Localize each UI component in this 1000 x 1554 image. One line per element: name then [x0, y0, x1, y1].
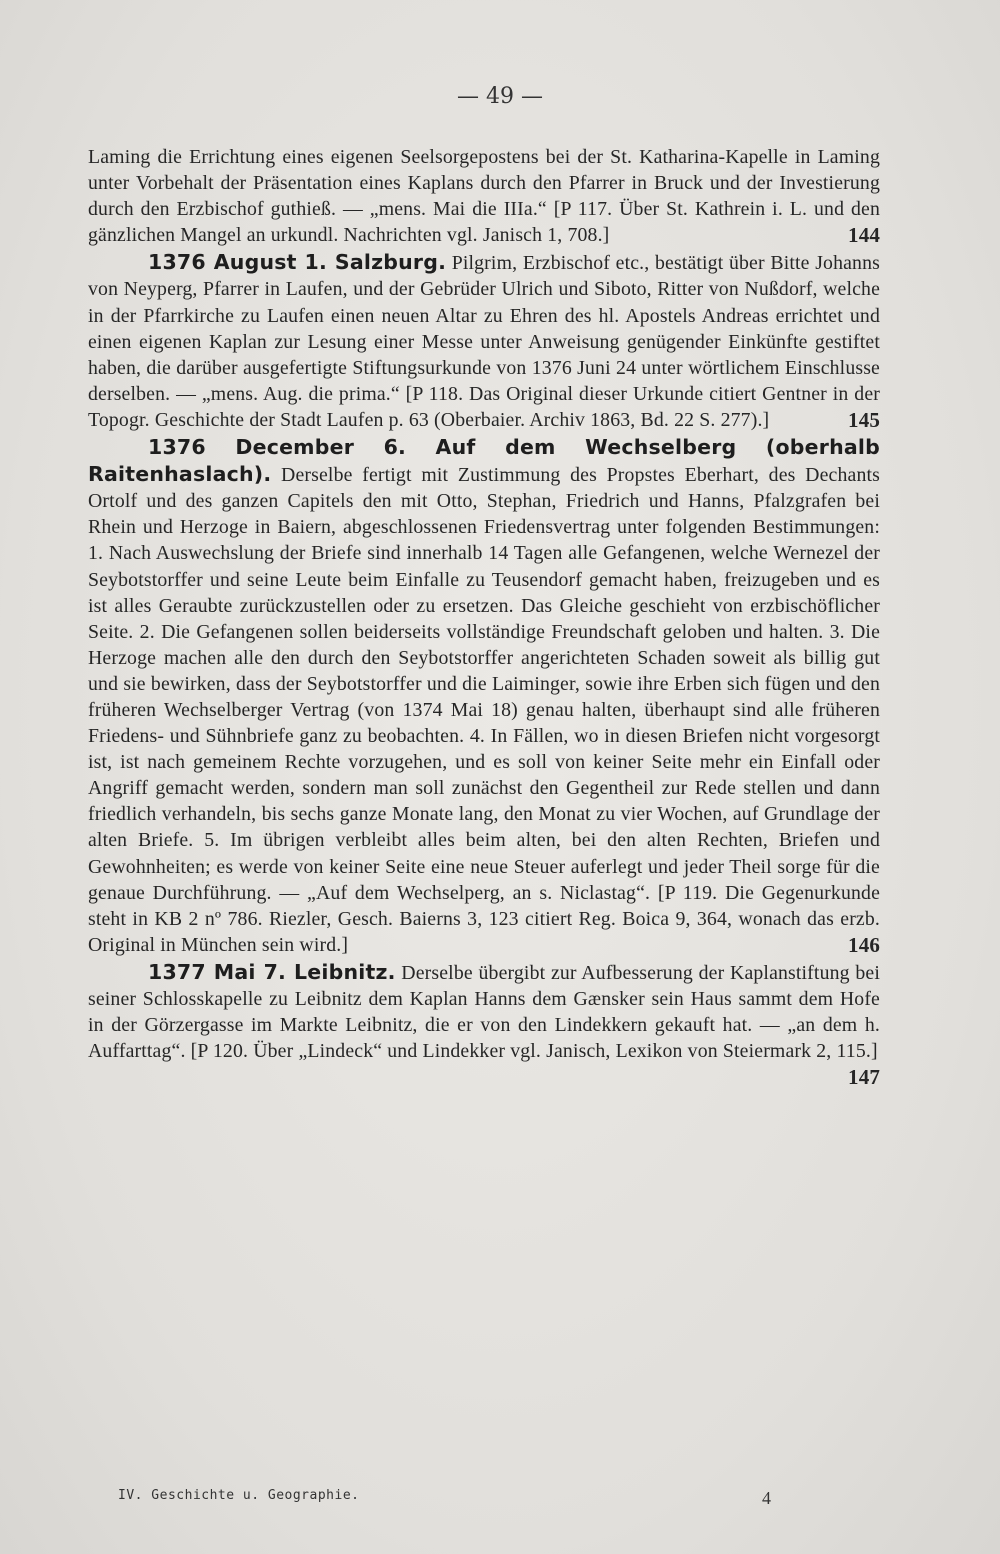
entry-text: Pilgrim, Erzbischof etc., bestätigt über Bitte Johanns von Neyperg, Pfarrer in Laufen, und der Gebrüder Ulrich und Siboto, Ritter von Nußdorf, welche in der Pfarrkirche zu Laufen einen neuen Altar zu Ehren des hl. Apostels Andreas errichtet und einen eigenen Kaplan zur Lesung einer Messe unter Anweisung genügender Einkünfte gestiftet haben, die darüber ausgefertigte Stiftungsurkunde von 1376 Juni 24 unter wörtlichem Einschlusse derselben. — „mens. Aug. die prima.“ [P 118. Das Original dieser Urkunde citiert Gentner in der Topogr. Geschichte der Stadt Laufen p. 63 (Oberbaier. Archiv 1863, Bd. 22 S. 277).] [88, 252, 880, 431]
entry-number: 145 [848, 407, 880, 432]
entry-date: 1376 December 6. Auf dem Wechselberg (oberhalb Raitenhaslach). [88, 435, 880, 487]
page-footer [0, 1486, 1000, 1510]
page-number: — 49 — [457, 84, 543, 109]
entry-144 [88, 144, 880, 248]
document-body [88, 144, 880, 1090]
entry-145 [88, 249, 880, 433]
signature-mark: IV. Geschichte u. Geographie. [118, 1488, 360, 1503]
entry-146 [88, 434, 880, 958]
entry-147 [88, 959, 880, 1090]
entry-text: Derselbe übergibt zur Aufbesserung der Kaplanstiftung bei seiner Schlosskapelle zu Leibnitz dem Kaplan Hanns dem Gænsker sein Haus sammt dem Hofe in der Görzergasse im Markte Leibnitz, die er von den Lindekkern gekauft hat. — „an dem h. Auffarttag“. [P 120. Über „Lindeck“ und Lindekker vgl. Janisch, Lexikon von Steiermark 2, 115.] [88, 961, 880, 1063]
entry-date: 1376 August 1. Salzburg. [148, 250, 447, 275]
entry-text: Laming die Errichtung eines eigenen Seelsorgepostens bei der St. Katharina-Kapelle in Laming unter Vorbehalt der Präsentation eines Kaplans durch den Pfarrer in Bruck und der Investierung durch den Erzbischof guthieß. — „mens. Mai die IIIa.“ [P 117. Über St. Kathrein i. L. und den gänzlichen Mangel an urkundl. Nachrichten vgl. Janisch 1, 708.] [88, 146, 880, 247]
quire-number: 4 [762, 1488, 771, 1508]
entry-number: 144 [848, 223, 880, 248]
entry-date: 1377 Mai 7. Leibnitz. [148, 959, 396, 984]
entry-text: Derselbe fertigt mit Zustimmung des Propstes Eberhart, des Dechants Ortolf und des ganzen Capitels den mit Otto, Stephan, Friedrich und Hanns, Pfalzgrafen bei Rhein und Herzoge in Baiern, abgeschlossenen Friedensvertrag unter folgenden Bestimmungen: 1. Nach Auswechslung der Briefe sind innerhalb 14 Tagen alle Gefangenen, welche Wernezel der Seybotstorffer und seine Leute beim Einfalle zu Teusendorf gemacht haben, freizugeben und es ist alles Geraubte zurückzustellen oder zu ersetzen. Das Gleiche geschieht von erzbischöflicher Seite. 2. Die Gefangenen sollen beiderseits vollständige Freundschaft geloben und halten. 3. Die Herzoge machen alle den durch den Seybotstorffer angerichteten Schaden soweit als billig gut und sie bewirken, dass der Seybotstorffer und die Laiminger, sowie ihre Erben sich fügen und den früheren Wechselberger Vertrag (von 1374 Mai 18) genau halten, überhaupt sind alle früheren Friedens- und Sühnbriefe ganz zu beobachten. 4. In Fällen, wo in diesen Briefen nicht vorgesorgt ist, ist nach gemeinem Rechte vorzugehen, und es soll von keiner Seite mehr ein Einfall oder Angriff gemacht werden, sondern man soll zunächst den Gegentheil zur Rede stellen und dann friedlich verhandeln, bis sechs ganze Monate lang, den Monat zu vier Wochen, auf Grundlage der alten Briefe. 5. Im übrigen verbleibt alles beim alten, bei den alten Rechten, Briefen und Gewohnheiten; es werde von keiner Seite eine neue Steuer auferlegt und jeder Theil sorge für die genaue Durchführung. — „Auf dem Wechselperg, an s. Niclastag“. [P 119. Die Gegenurkunde steht in KB 2 nº 786. Riezler, Gesch. Baierns 3, 123 citiert Reg. Boica 9, 364, wonach das erzb. Original in München sein wird.] [88, 464, 880, 956]
entry-number: 147 [848, 1065, 880, 1090]
entry-number: 146 [848, 932, 880, 957]
